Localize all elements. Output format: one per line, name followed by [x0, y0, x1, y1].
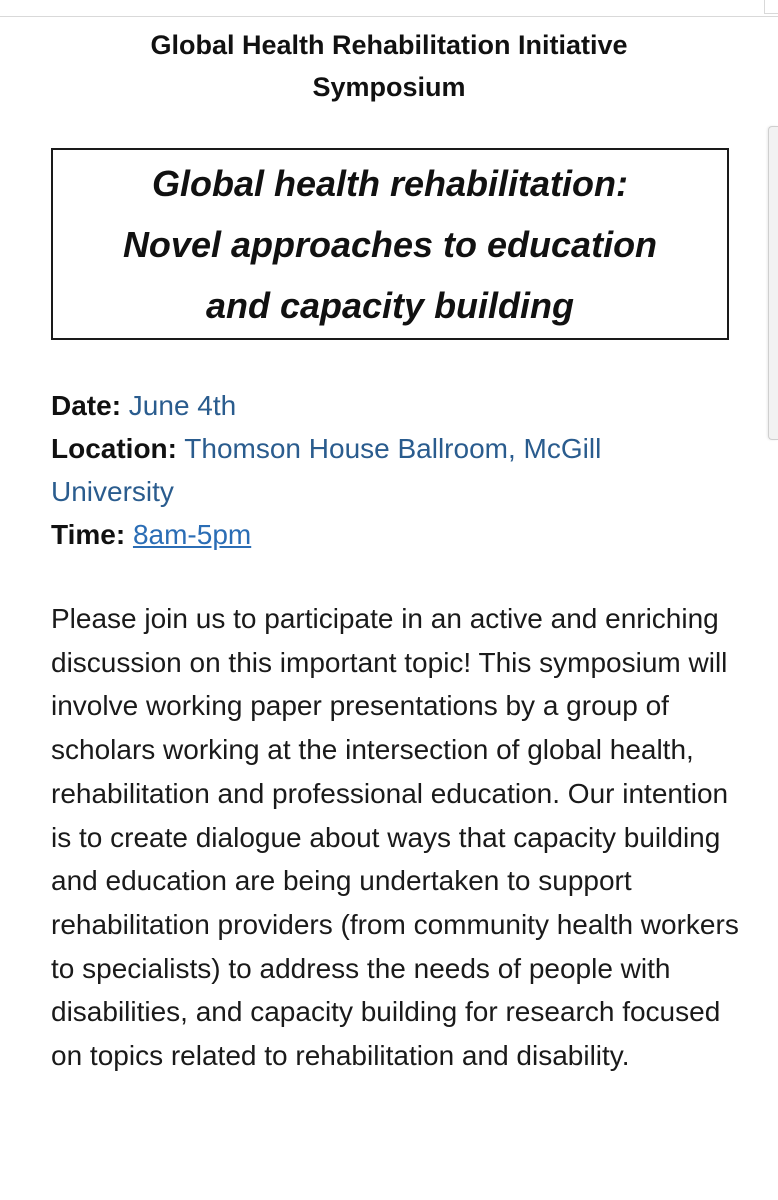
page-header [0, 24, 778, 108]
scroll-handle[interactable] [768, 126, 778, 440]
description-paragraph: Please join us to participate in an active and enriching discussion on this important topic! This symposium will involve working paper presentations by a group of scholars working at the intersection of global health, rehabilitation and professional education. Our intention is to create dialogue about ways that capacity building and education are being undertaken to support rehabilitation providers (from community health workers to specialists) to address the needs of people with disabilities, and capacity building for research focused on topics related to rehabilitation and disability. [51, 603, 739, 1072]
time-link[interactable]: 8am-5pm [132, 519, 252, 550]
header-line-2: Symposium [312, 72, 466, 102]
date-row [51, 384, 731, 427]
corner-mark [764, 0, 778, 14]
symposium-title [93, 153, 687, 336]
title-line-2: Novel approaches to education [122, 223, 658, 265]
location-label: Location: [51, 433, 177, 464]
time-label: Time: [51, 519, 126, 550]
title-box [51, 148, 729, 340]
title-line-3: and capacity building [205, 284, 575, 326]
top-divider [0, 16, 778, 17]
time-row [51, 513, 731, 556]
event-details [51, 384, 731, 556]
header-line-1: Global Health Rehabilitation Initiative [150, 30, 628, 60]
date-label: Date: [51, 390, 122, 421]
location-value[interactable]: Thomson House Ballroom, McGill University [51, 433, 602, 507]
date-value[interactable]: June 4th [128, 390, 237, 421]
title-line-1: Global health rehabilitation: [151, 162, 629, 204]
location-row [51, 427, 731, 513]
